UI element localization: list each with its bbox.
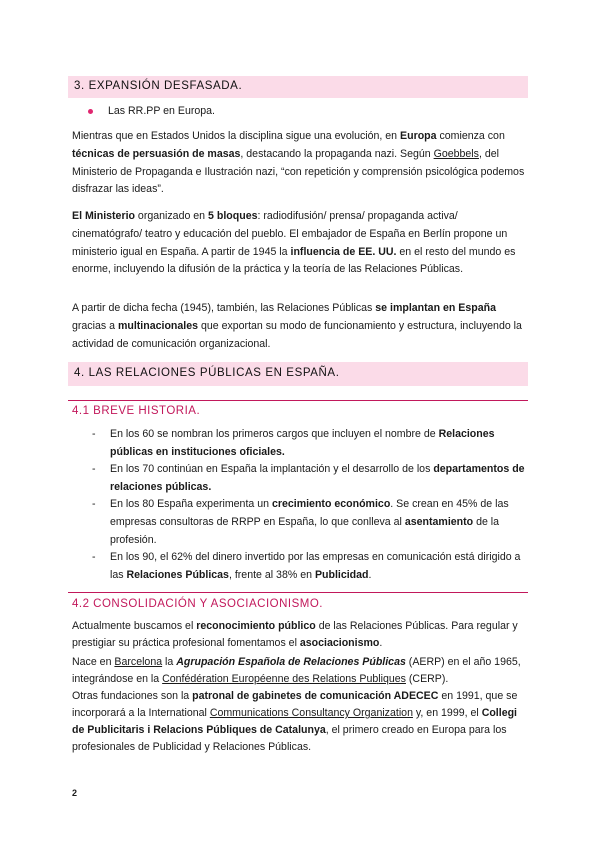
text-run: de la profesión. [110,515,500,546]
bold-term: asociacionismo [299,637,380,649]
bold-term: Publicidad [314,568,369,581]
section-3-title: 3. EXPANSIÓN DESFASADA. [74,80,243,92]
list-item-text [110,428,495,458]
text-run: y, en 1999, el [412,707,482,719]
list-item [92,549,528,584]
paragraph-3-1 [72,128,530,199]
bold-term: influencia de EE. UU. [290,245,397,258]
bold-term: crecimiento económico [271,498,391,511]
text-run: Otras fundaciones son la [72,690,193,702]
bold-term: Collegi de Publicitaris i Relacions Públiques de Catalunya [72,707,518,736]
bullet-text: Las RR.PP en Europa. [108,105,215,117]
bold-term: patronal de gabinetes de comunicación ADECEC [192,690,439,702]
bold-term: El Ministerio [72,210,135,222]
subsection-4-2-title: 4.2 CONSOLIDACIÓN Y ASOCIACIONISMO. [72,598,323,610]
text-run: , el primero creado en Europa para los profesionales de Publicidad y Relaciones Públicas. [72,724,507,753]
bold-term: Europa [400,130,437,142]
text-run: Nace en [72,656,115,668]
bold-term: reconocimiento público [196,620,316,632]
text-run: : radiodifusión/ prensa/ propaganda activa/ cinematógrafo/ teatro y educación del pueblo. El embajador de España en Berlín propone un ministerio igual en España. A partir de 1945 la [72,210,508,258]
text-run: En los 60 se nombran los primeros cargos que incluyen el nombre de [110,428,439,440]
text-run: Actualmente buscamos el [72,620,197,632]
bold-term: Agrupación Española de Relaciones Públicas [176,656,406,668]
list-item [92,426,528,461]
text-run: (AERP) en el año 1965, integrándose en la [72,656,521,685]
list-item-text [110,551,520,581]
text-run: , frente al 38% en [228,568,315,581]
bold-term: Relaciones Públicas [126,568,229,581]
bold-term: departamentos de relaciones públicas. [110,463,525,493]
section-4-title: 4. LAS RELACIONES PÚBLICAS EN ESPAÑA. [74,367,340,379]
text-run: de las Relaciones Públicas. Para regular y prestigiar su práctica profesional fomentamos el [72,620,518,649]
subsection-divider [68,400,528,401]
list-item [92,461,528,496]
paragraph-3-3 [72,300,530,353]
paragraph-3-2 [72,208,530,279]
text-run: , del Ministerio de Propaganda e Ilustración nazi, “con repetición y comprensión psicológica podemos disfrazar las ideas”. [72,147,525,196]
page-number: 2 [72,788,78,798]
bold-term: 5 bloques [208,210,258,222]
text-run: organizado en [134,210,209,222]
text-run: Mientras que en Estados Unidos la disciplina sigue una evolución, en [72,130,401,142]
text-run: en 1991, que se incorporará a la International [72,690,518,719]
text-run: en el resto del mundo es enorme, incluyendo la difusión de la práctica y la teoría de las Relaciones Públicas. [72,245,516,276]
text-run: . Se crean en 45% de las empresas consultoras de RRPP en España, lo que conlleva al [110,498,509,528]
list-item-text [110,498,509,545]
bold-term: Relaciones públicas en instituciones oficiales. [110,428,495,458]
text-run: gracias a [72,319,118,332]
text-run: , destacando la propaganda nazi. Según [240,147,434,160]
subsection-4-1-title: 4.1 BREVE HISTORIA. [72,405,201,417]
bold-term: técnicas de persuasión de masas [72,147,241,160]
text-run: En los 70 continúan en España la implantación y el desarrollo de los [110,463,434,476]
bold-term: se implantan en España [375,302,496,314]
underlined-term: Barcelona [114,656,163,668]
bold-term: asentamiento [404,515,474,528]
subsection-divider [68,592,528,593]
dash-bullet-icon: - [92,463,96,476]
text-run: . [379,637,383,649]
list-item [92,496,528,549]
text-run: En los 90, el 62% del dinero invertido por las empresas en comunicación está dirigido a las [110,551,521,581]
bullet-dot-icon [88,109,93,114]
bold-term: multinacionales [117,319,199,332]
paragraph-4-2-3 [72,688,530,756]
text-run: A partir de dicha fecha (1945), también, las Relaciones Públicas [72,302,376,314]
list-item-text [110,463,525,493]
dash-bullet-icon: - [92,498,96,511]
paragraph-4-2-2 [72,654,530,688]
underlined-term: Confédération Européenne des Relations Publiques [162,673,406,685]
dash-bullet-icon: - [92,551,96,564]
paragraph-4-2-1 [72,618,530,652]
text-run: (CERP). [405,673,449,685]
underlined-term: Goebbels [433,147,479,160]
text-run: comienza con [436,130,505,142]
text-run: la [162,656,177,668]
text-run: . [368,568,372,581]
history-list [92,426,528,584]
text-run: que exportan su modo de funcionamiento y estructura, incluyendo la actividad de comunicación organizacional. [72,319,522,350]
text-run: En los 80 España experimenta un [110,498,272,511]
bullet-item [96,105,215,117]
underlined-term: Communications Consultancy Organization [209,707,413,719]
dash-bullet-icon: - [92,428,96,440]
